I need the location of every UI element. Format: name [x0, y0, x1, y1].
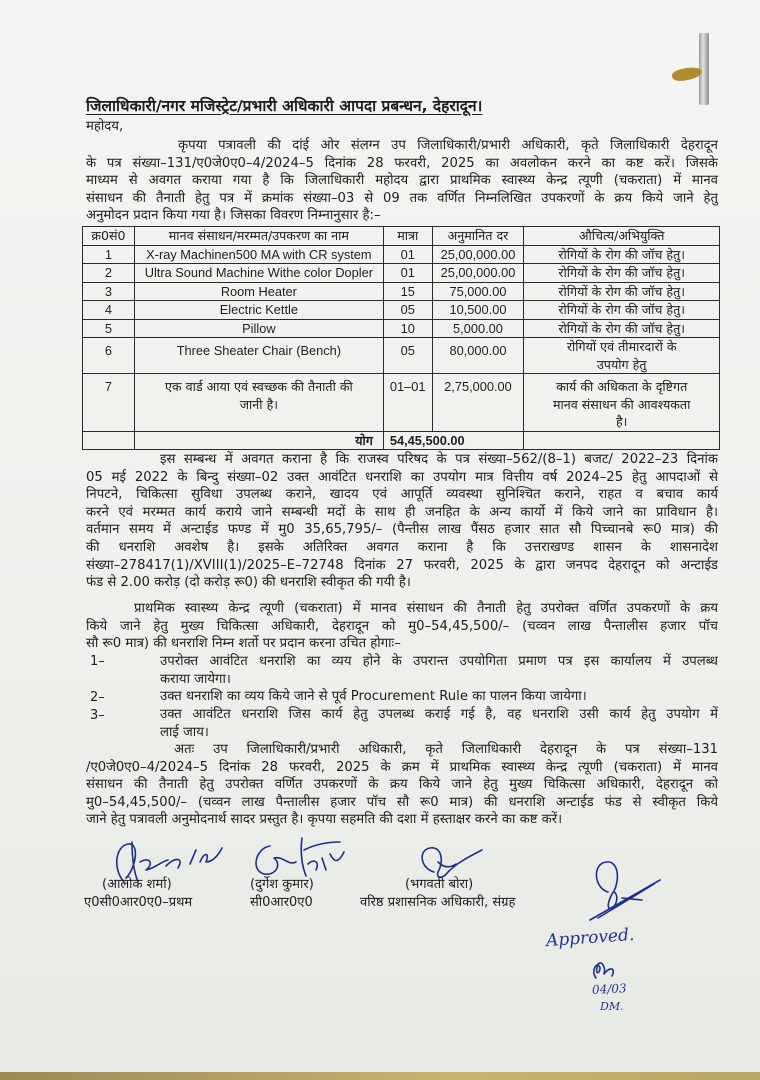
- signatory-name: (आलोक शर्मा): [102, 877, 172, 892]
- paragraph-line: संसाधन की तैनाती हेतु पत्र में क्रमांक संख्या–03 से 09 तक वर्णित निम्नलिखित उपकरणों के क्रय किये जाने हेतु: [86, 190, 718, 206]
- proposal-paragraph: [86, 600, 718, 653]
- cell-qty: 15: [383, 282, 432, 301]
- cell-remark: रोगियों के रोग की जॉच हेतु।: [524, 301, 720, 320]
- condition-line: उक्त आवंटित धनराशि जिस कार्य हेतु उपलब्ध कराई गई है, वह धनराशि उसी कार्य हेतु उपयोग में: [160, 707, 718, 722]
- signatory-designation: ए0सी0आर0ए0–प्रथम: [84, 895, 193, 910]
- cell-rate: 5,000.00: [432, 319, 524, 338]
- cell-name: Ultra Sound Machine Withe color Dopler: [134, 264, 383, 283]
- cell-qty: 01: [383, 264, 432, 283]
- cell-sno: 7: [83, 374, 135, 432]
- name-line: एक वार्ड आया एवं स्वच्छक की तैनाती की: [164, 379, 353, 394]
- header-remarks: औचित्य/अभियुक्ति: [524, 227, 720, 246]
- header-estimated-rate: अनुमानित दर: [432, 227, 524, 246]
- paragraph-line: अतः उप जिलाधिकारी/प्रभारी अधिकारी, कृते जिलाधिकारी देहरादून के पत्र संख्या–131: [174, 742, 718, 757]
- cell-empty: [83, 431, 135, 450]
- signature-dm-icon: [578, 858, 668, 928]
- signatory-designation: सी0आर0ए0: [250, 895, 313, 910]
- paragraph-line: करने एवं मरम्मत कार्य कराये जाने सम्बन्धी मदों के साथ ही जनहित के अन्य कार्यो में किये जाने का प्राविधान है।: [86, 504, 718, 520]
- table-row: [83, 338, 720, 374]
- condition-line: उपरोक्त आवंटित धनराशि का व्यय होने के उपरान्त उपयोगिता प्रमाण पत्र इस कार्यालय में उपलब्ध: [160, 654, 718, 669]
- paragraph-line: निपटने, चिकित्सा सुविधा उपलब्ध कराने, खादय एवं आपूर्ति व्यवस्था सुनिश्चित कराने, राहत व बचाव कार्य: [86, 487, 718, 503]
- initials-icon: [588, 956, 618, 982]
- table-row: [83, 374, 720, 432]
- cell-rate: 2,75,000.00: [432, 374, 524, 432]
- cell-qty: 01: [383, 245, 432, 264]
- paragraph-line: किये जाने हेतु मुख्य चिकित्सा अधिकारी, देहरादून को मु0–54,45,500/– (चव्वन लाख पैन्तालीस हजार पॉच: [86, 618, 718, 634]
- cell-rate: 10,500.00: [432, 301, 524, 320]
- condition-line: लाई जाय।: [160, 724, 209, 740]
- addressee-heading: जिलाधिकारी/नगर मजिस्ट्रेट/प्रभारी अधिकारी आपदा प्रबन्धन, देहरादून।: [86, 97, 483, 115]
- remark-line: है।: [615, 414, 628, 429]
- condition-number: 3–: [90, 708, 105, 723]
- remark-line: रोगियों एवं तीमारदारों के: [566, 339, 677, 354]
- salutation: महोदय,: [86, 119, 124, 134]
- page-edge-background: [0, 1072, 760, 1080]
- paragraph-line: वर्तमान समय में अन्टाईड फण्ड में मु0 35,65,795/– (पैन्तीस लाख पैंसठ हजार सात सौ पिच्चानबे रू0 मात्र) की: [86, 522, 718, 538]
- cell-remark: रोगियों के रोग की जॉच हेतु।: [524, 319, 720, 338]
- remark-line: कार्य की अधिकता के दृष्टिगत: [556, 379, 688, 394]
- paragraph-line: संसाधन की तैनाती हेतु उपरोक्त वर्णित उपकरणों के क्रय किये जाने हेतु मुख्य चिकित्सा अधिकारी, देहरादून को: [86, 777, 718, 793]
- condition-line: उक्त धनराशि का व्यय किये जाने से पूर्व Procurement Rule का पालन किया जायेगा।: [160, 689, 587, 704]
- paragraph-line: /ए0जे0ए0–4/2024–5 दिनांक 28 फरवरी, 2025 के क्रम में प्राथमिक स्वास्थ्य केन्द्र त्यूणी (चकराता) में मानव: [86, 759, 718, 775]
- cell-sno: 2: [83, 264, 135, 283]
- remark-line: उपयोग हेतु: [596, 356, 647, 372]
- cell-rate: 80,000.00: [432, 338, 524, 374]
- paragraph-line: के पत्र संख्या–131/ए0जे0ए0–4/2024–5 दिनांक 28 फरवरी, 2025 का अवलोकन करने का कष्ट करें। जिसके: [86, 155, 718, 171]
- remark-line: मानव संसाधन की आवश्यकता: [552, 396, 691, 412]
- cell-name: Electric Kettle: [134, 301, 383, 320]
- total-label: योग: [134, 431, 383, 450]
- paragraph-line: फंड से 2.00 करोड़ (दो करोड़ रू0) की धनराशि स्वीकृत की गयी है।: [86, 575, 411, 591]
- condition-item: [160, 706, 718, 741]
- total-value: 54,45,500.00: [383, 431, 524, 450]
- table-header-row: [83, 227, 720, 246]
- header-quantity: मात्रा: [383, 227, 432, 246]
- header-sno: क्र0सं0: [83, 227, 135, 246]
- cell-sno: 4: [83, 301, 135, 320]
- signatory-designation: वरिष्ठ प्रशासनिक अधिकारी, संग्रह: [360, 895, 516, 910]
- cell-remark: [524, 374, 720, 432]
- name-line: जानी है।: [239, 396, 279, 412]
- paragraph-line: की धनराशि अवशेष है। इसके अतिरिक्त अवगत कराना है कि उत्तराखण्ड शासन के शासनादेश: [86, 539, 718, 555]
- approval-by: DM.: [600, 1000, 624, 1013]
- table-row: [83, 301, 720, 320]
- paragraph-line: इस सम्बन्ध में अवगत कराना है कि राजस्व परिषद के पत्र संख्या–562/(8–1) बजट/ 2022–23 दिनांक: [160, 452, 718, 467]
- cell-qty: 05: [383, 301, 432, 320]
- paragraph-line: मु0–54,45,500/– (चव्वन लाख पैन्तालीस हजार पॉच सौ रू0 मात्र) की धनराशि अन्टाईड फंड से स्वीकृत किये: [86, 794, 718, 810]
- condition-line: कराया जायेगा।: [160, 671, 231, 687]
- header-item-name: मानव संसाधन/मरम्मत/उपकरण का नाम: [134, 227, 383, 246]
- budget-paragraph: [86, 451, 718, 592]
- paragraph-line: माध्यम से अवगत कराया गया है कि जिलाधिकारी महोदय द्वारा प्राथमिक स्वास्थ्य केन्द्र त्यूणी (चकराता) में मानव: [86, 173, 718, 189]
- cell-sno: 5: [83, 319, 135, 338]
- condition-number: 2–: [90, 690, 105, 705]
- cell-sno: 3: [83, 282, 135, 301]
- cell-name: Three Sheater Chair (Bench): [134, 338, 383, 374]
- cell-rate: 75,000.00: [432, 282, 524, 301]
- cell-remark: रोगियों के रोग की जॉच हेतु।: [524, 282, 720, 301]
- paragraph-line: अनुमोदन प्रदान किया गया है। जिसका विवरण निम्नानुसार है:–: [86, 208, 381, 224]
- cell-remark: [524, 338, 720, 374]
- table-row: [83, 319, 720, 338]
- approval-word: Approved.: [545, 924, 635, 952]
- cell-name: Pillow: [134, 319, 383, 338]
- table-row: [83, 282, 720, 301]
- table-total-row: [83, 431, 720, 450]
- cell-name: X-ray Machinen500 MA with CR system: [134, 245, 383, 264]
- cell-empty: [524, 431, 720, 450]
- cell-qty: 05: [383, 338, 432, 374]
- signatory-name: (भगवती बोरा): [405, 877, 474, 892]
- paragraph-line: संख्या–278417(1)/XVIII(1)/2025–E–72748 दिनांक 27 फरवरी, 2025 के द्वारा जनपद देहरादून को अन्टाईड: [86, 557, 718, 573]
- paragraph-line: जाने हेतु पत्रावली अनुमोदनार्थ सादर प्रस्तुत है। कृपया सहमति की दशा में हस्ताक्षर करने का कष्ट करें।: [86, 812, 563, 828]
- cell-name: Room Heater: [134, 282, 383, 301]
- table-row: [83, 264, 720, 283]
- cell-name: [134, 374, 383, 432]
- condition-item: [160, 688, 718, 706]
- request-paragraph: [86, 741, 718, 829]
- cell-remark: रोगियों के रोग की जॉच हेतु।: [524, 245, 720, 264]
- paragraph-line: प्राथमिक स्वास्थ्य केन्द्र त्यूणी (चकराता) में मानव संसाधन की तैनाती हेतु उपरोक्त वर्णित उपकरणों के क्रय: [134, 601, 718, 616]
- paragraph-line: 05 मई 2022 के बिन्दु संख्या–02 उक्त आवंटित धनराशि का उपयोग मात्र वित्तीय वर्ष 2024–25 हेतु आपदाओं से: [86, 469, 718, 485]
- cell-remark: रोगियों के रोग की जॉच हेतु।: [524, 264, 720, 283]
- intro-paragraph: [86, 137, 718, 225]
- cell-sno: 6: [83, 338, 135, 374]
- cell-qty: 10: [383, 319, 432, 338]
- paragraph-line: सौ रू0 मात्र) की धनराशि निम्न शर्तो पर प्रदान करना उचित होगाः–: [86, 636, 401, 652]
- cell-sno: 1: [83, 245, 135, 264]
- paragraph-line: कृपया पत्रावली की दांई ओर संलग्न उप जिलाधिकारी/प्रभारी अधिकारी, कृते जिलाधिकारी देहरादून: [178, 138, 718, 153]
- cell-rate: 25,00,000.00: [432, 264, 524, 283]
- table-row: [83, 245, 720, 264]
- approval-date: 04/03: [591, 981, 627, 997]
- condition-number: 1–: [90, 654, 105, 669]
- cell-qty: 01–01: [383, 374, 432, 432]
- signatory-name: (दुर्गेश कुमार): [250, 877, 314, 892]
- condition-item: [160, 653, 718, 688]
- cell-rate: 25,00,000.00: [432, 245, 524, 264]
- items-table: [82, 226, 720, 450]
